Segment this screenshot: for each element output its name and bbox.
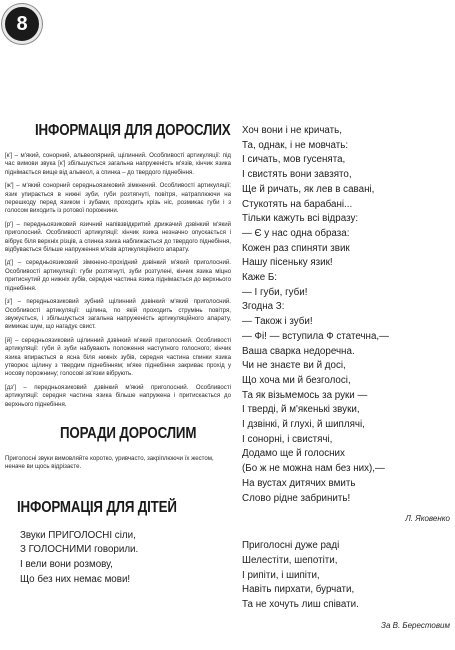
poem-line: — І губи, губи! [242, 286, 308, 298]
poem-line: Чи не знаєте ви й досі, [242, 360, 346, 372]
tips-text: Приголосні звуки вимовляйте коротко, уривчасто, закріплюючи їх жестом, неначе ви щось відрізаєте. [5, 454, 214, 471]
poem-yakovenko [242, 124, 450, 506]
poem-line: І сичать, мов гусенята, [242, 154, 346, 166]
poem-line: Згодна З: [242, 301, 285, 313]
sound-description-paragraph: [й] – середньоязиковий щілинний дзвінкий м'який приголосний. Особливості артикуляції: губи й зуби набувають положення наступного голосного; кінчик язика впирається в ясна біля нижніх зубів, середня частина спинки язика утворює щілину з твердим піднебінням; м'яке піднебіння закриває прохід у носову порожнину; голосові зв'язки вібрують. [5, 336, 231, 378]
poem-line: І дзвінкі, й глухі, й шиплячі, [242, 419, 365, 431]
poem-line: І свистять вони завзято, [242, 169, 352, 181]
sound-description-paragraph: [ж'] – м'який сонорний середньоязиковий зімкнений. Особливості артикуляції: язик упирається в нижні зуби, губи розтягнуті, повітря, натраплюючи на перешкоду перед язиком і зубами, проходить крізь ніс, розмикає губи і з голосом виходить із ротової порожнини. [5, 182, 231, 215]
poem-line: Та не хочуть лиш співати. [242, 599, 359, 611]
poem-line: Слово рідне забринить! [242, 492, 351, 504]
poem-line: Що без них немає мови! [20, 573, 131, 585]
poem-line: Приголосні дуже раді [242, 540, 340, 552]
poem-line: Нашу пісеньку язик! [242, 257, 333, 269]
poem-line: Ще й ричать, як лев в савані, [242, 183, 375, 195]
poem-line: Додамо ще й голосних [242, 448, 345, 460]
poem-line: Що хоча ми й безголосі, [242, 374, 351, 386]
poem-line: Кожен раз спиняти звик [242, 242, 350, 254]
poem-line: Стукотять на барабані... [242, 198, 353, 210]
sound-description-paragraph: [з'] – передньоязиковий зубний щілинний дзвінкий м'який приголосний. Особливості артикуляції: щілина, по якій проходить струмінь повітря, звужується, і збільшується загальна напруженість артикуляційного апарату, вимикає шум, що нагадує свист. [5, 298, 231, 331]
poem-berestov [242, 539, 450, 613]
kids-info-heading: ІНФОРМАЦІЯ ДЛЯ ДІТЕЙ [17, 498, 177, 516]
sound-description-paragraph: [дз'] – передньоязиковий дзвінкий м'який приголосний. Особливості артикуляції: середня частина язика більше напружена і притискається до верхнього піднебіння. [5, 383, 231, 408]
poem-line: Навіть пирхати, бурчати, [242, 584, 355, 596]
poem-line: І тверді, й м'якенькі звуки, [242, 404, 360, 416]
poem-line: І вели вони розмову, [20, 558, 113, 570]
poem-line: Шелестіти, шепотіти, [242, 554, 338, 566]
kids-poem [20, 529, 231, 587]
poem-line: Тільки кажуть всі відразу: [242, 213, 359, 225]
adults-info-heading: ІНФОРМАЦІЯ ДЛЯ ДОРОСЛИХ [35, 122, 231, 139]
sound-description-paragraph: [р'] – передньоязиковий язичний напівзвідкритий дрижачий дзвінкий м'який приголосний. Особливості артикуляції: кінчик язика незначно опускається і вібрує біля верхніх різців, а спинка язика наближається до твердого піднебіння, відбувається більше напруження м'язів артикуляційного апарату. [5, 220, 231, 254]
right-column [242, 124, 450, 630]
poem-line: (Бо ж не можна нам без них),— [242, 463, 385, 475]
poem-line: Каже Б: [242, 272, 278, 284]
page-number-badge: 8 [2, 4, 42, 44]
poem-line: Ваша сварка недоречна. [242, 345, 355, 357]
poem-author: Л. Яковенко [405, 514, 450, 524]
poem-line: — Є у нас одна образа: [242, 227, 350, 239]
poem-line: І рипіти, і шипіти, [242, 569, 320, 581]
poem-line: На вустах дитячих вмить [242, 477, 356, 489]
poem-line: З ГОЛОСНИМИ говорили. [20, 544, 139, 556]
adults-info-text [5, 152, 231, 409]
sound-description-paragraph: [к'] – м'який, сонорний, альвеолярний, щілинний. Особливості артикуляції: під час вимови звука [к'] збільшується загальна напруженість м'язів, кінчик язика піднімається вище від альвеол, а спинка – до твердого піднебіння. [5, 152, 231, 176]
poem-line: — Також і зуби! [242, 316, 313, 328]
poem-line: Звуки ПРИГОЛОСНІ сіли, [20, 529, 136, 541]
poem-author: За В. Берестовим [381, 620, 450, 630]
left-column [5, 122, 231, 587]
poem-line: Та як візьмемось за руки — [242, 389, 368, 401]
poem-line: Хоч вони і не кричать, [242, 125, 342, 136]
poem-line: Та, однак, і не мовчать: [242, 139, 349, 151]
poem-line: — Фі! — вступила Ф статечна,— [242, 330, 389, 342]
sound-description-paragraph: [д'] – середньоязиковий зімкнено-прохідний дзвінкий м'який приголосний. Особливості артикуляції: губи розтягнуті, зуби розтулені, кінчик язика міцно притиснутий до нижніх зубів, середня частина язика піднімається до верхнього піднебіння. [5, 259, 231, 292]
poem-line: І сонорні, і свистячі, [242, 433, 333, 445]
tips-heading: ПОРАДИ ДОРОСЛИМ [60, 424, 197, 442]
